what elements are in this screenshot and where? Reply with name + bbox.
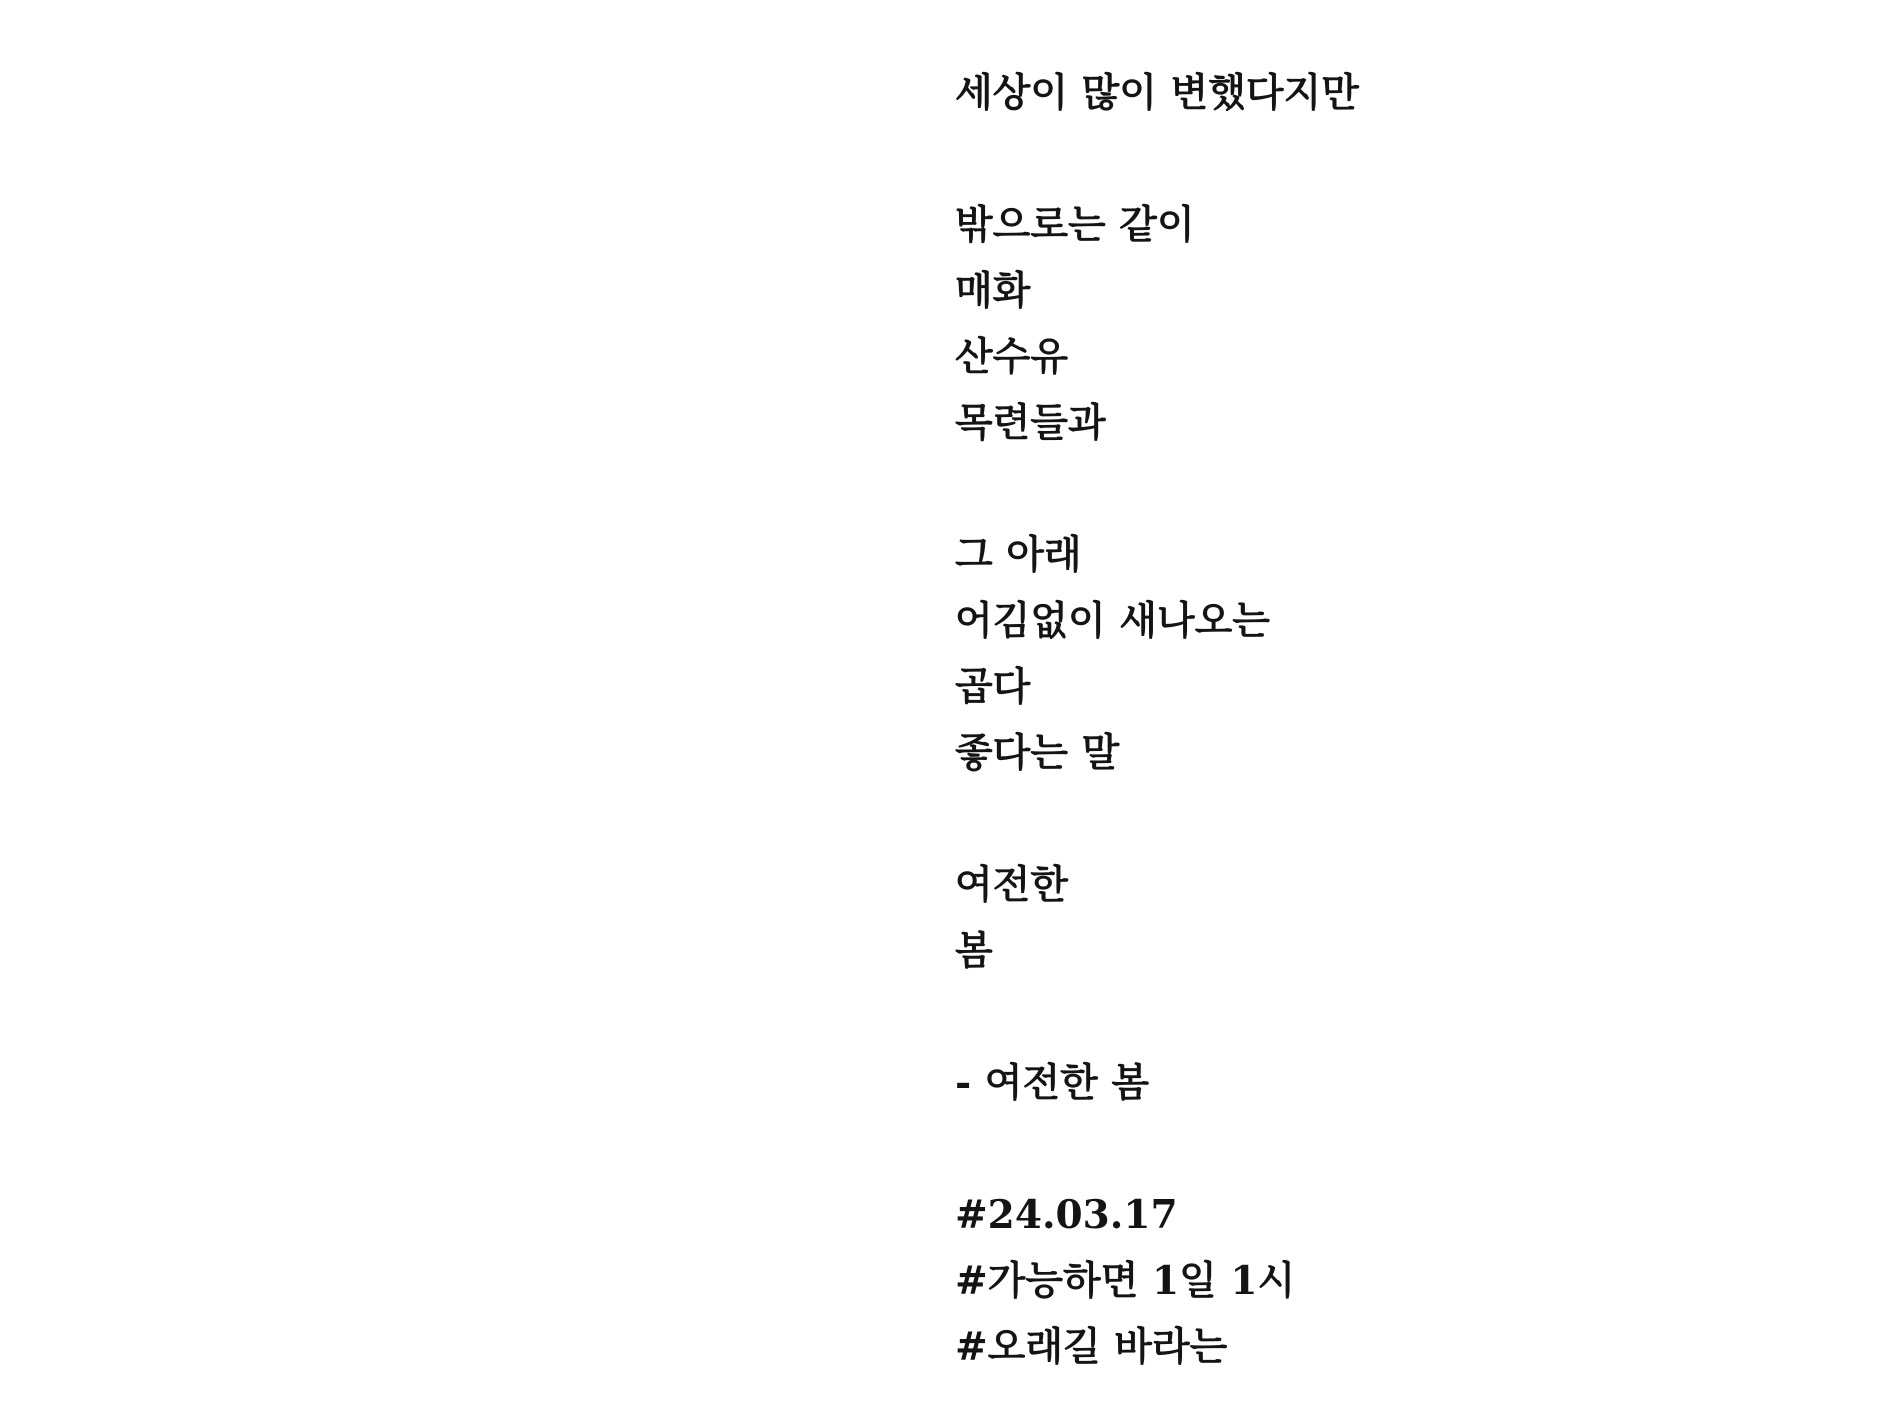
poem-blank-line — [955, 984, 1359, 1050]
poem-line: 매화 — [955, 268, 1031, 314]
poem-line: 좋다는 말 — [955, 730, 1120, 776]
poem-blank-line — [955, 1116, 1359, 1182]
poem-line: 봄 — [955, 928, 993, 974]
poem-line: 밖으로는 같이 — [955, 202, 1195, 248]
poem-blank-line — [955, 456, 1359, 522]
poem-line: 여전한 — [955, 862, 1069, 908]
poem-line: 목련들과 — [955, 400, 1106, 446]
poem-line: 그 아래 — [955, 532, 1082, 578]
hashtag: #오래길 바라는 — [955, 1324, 1228, 1370]
poem-blank-line — [955, 786, 1359, 852]
poem-line: 산수유 — [955, 334, 1069, 380]
poem-line: 어김없이 새나오는 — [955, 598, 1270, 644]
hashtag: #가능하면 1일 1시 — [955, 1258, 1296, 1304]
poem-title-signature: - 여전한 봄 — [955, 1060, 1150, 1106]
poem-blank-line — [955, 126, 1359, 192]
poem-text — [955, 60, 1359, 1380]
hashtag-date: #24.03.17 — [955, 1192, 1178, 1238]
poem-line: 세상이 많이 변했다지만 — [955, 70, 1359, 116]
poem-line: 곱다 — [955, 664, 1031, 710]
